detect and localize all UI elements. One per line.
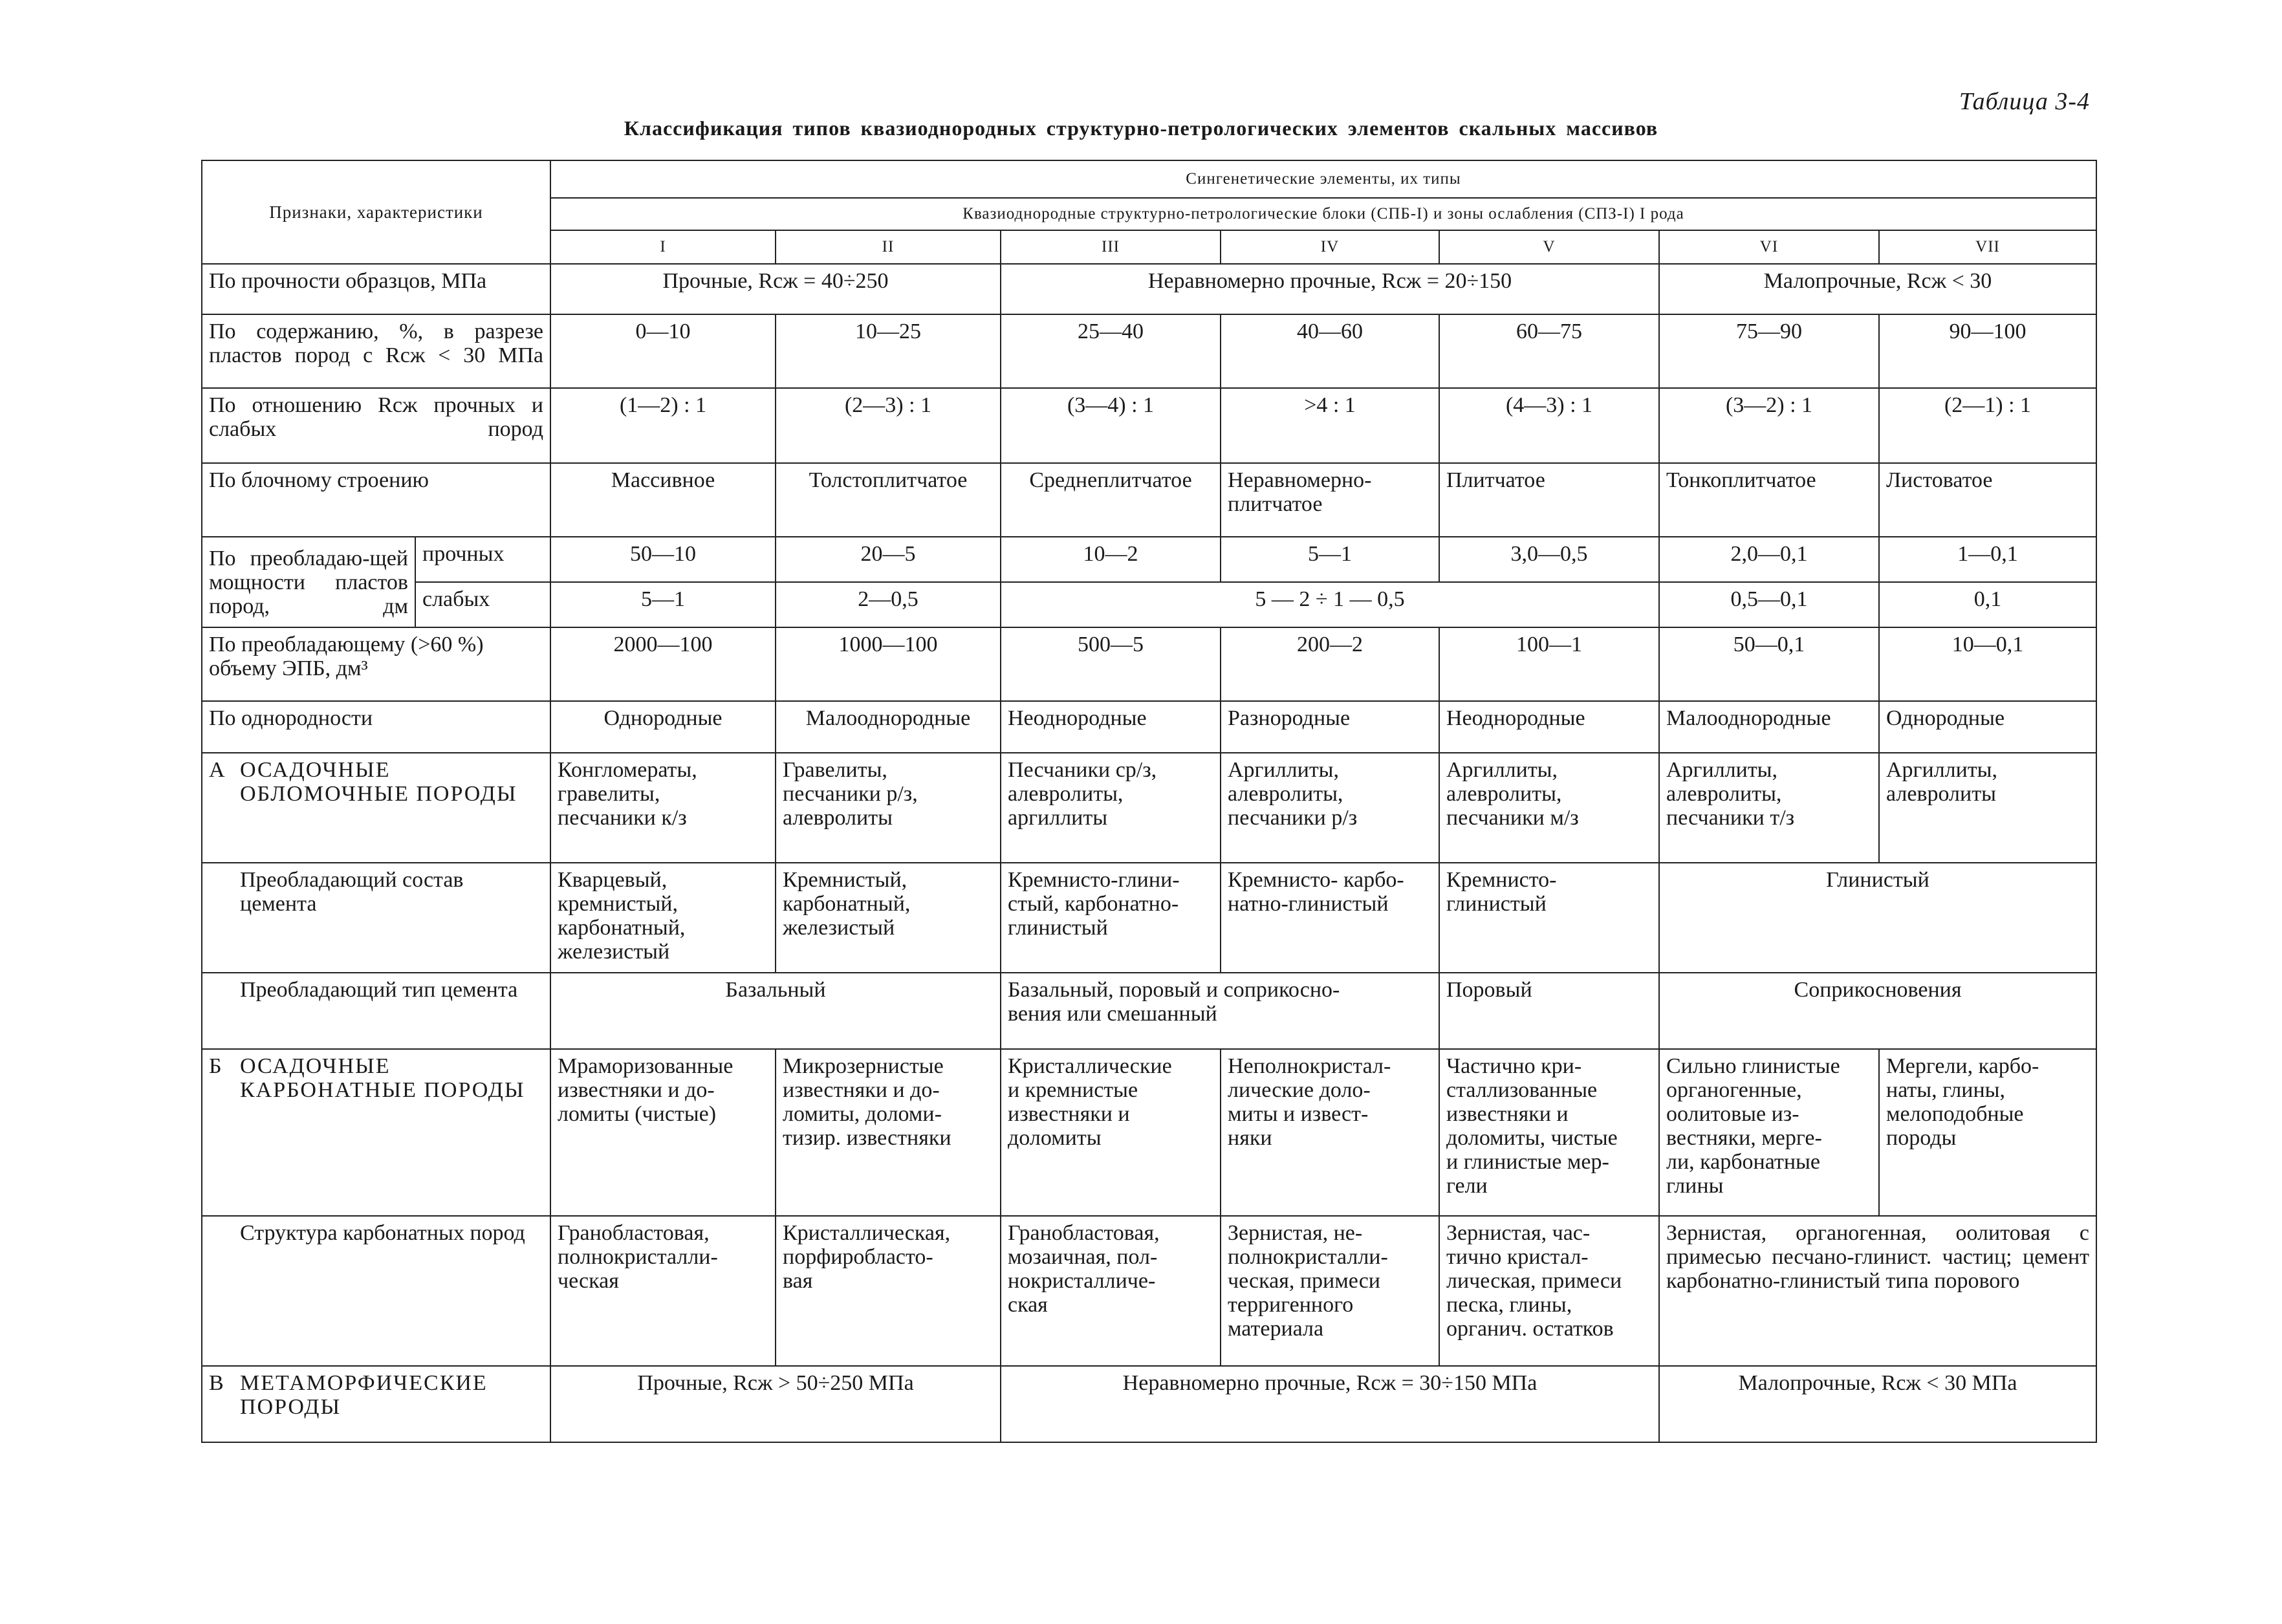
- table-cell: Аргиллиты, алевролиты, песчаники м/з: [1439, 753, 1659, 863]
- header-type-1: I: [550, 230, 776, 264]
- table-cell: (1—2) : 1: [550, 388, 776, 463]
- table-cell: (2—3) : 1: [776, 388, 1001, 463]
- table-cell: Разнородные: [1221, 701, 1439, 753]
- header-group-blocks: Квазиоднородные структурно-петрологические блоки (СПБ-I) и зоны ослабления (СПЗ-I) I рода: [550, 198, 2096, 230]
- table-cell: Малопрочные, Rсж < 30 МПа: [1659, 1366, 2096, 1442]
- table-cell: Частично кри- сталлизованные известняки и доломиты, чистые и глинистые мер- гели: [1439, 1049, 1659, 1216]
- table-cell: Базальный: [550, 973, 1001, 1049]
- table-cell: Прочные, Rсж > 50÷250 МПа: [550, 1366, 1001, 1442]
- table-cell: 2,0—0,1: [1659, 537, 1879, 582]
- table-cell: Зернистая, органогенная, оолитовая с примесью песчано-глинист. частиц; цемент карбонатно-глинистый типа порового: [1659, 1216, 2096, 1366]
- table-row: [202, 627, 2096, 701]
- row-label-thickness: По преобладаю-щей мощности пластов пород, дм: [202, 537, 415, 627]
- table-cell: 10—2: [1001, 537, 1221, 582]
- table-row: [202, 314, 2096, 388]
- table-row: [202, 264, 2096, 314]
- table-cell: Мергели, карбо- наты, глины, мелоподобные породы: [1879, 1049, 2096, 1216]
- table-row: [202, 463, 2096, 537]
- table-cell: Кристаллическая, порфиробласто- вая: [776, 1216, 1001, 1366]
- table-cell: Среднеплитчатое: [1001, 463, 1221, 537]
- row-label-strength: По прочности образцов, МПа: [202, 264, 550, 314]
- classification-table: [201, 160, 2097, 1443]
- table-cell: Гранобластовая, мозаичная, пол- нокристалличе- ская: [1001, 1216, 1221, 1366]
- header-type-7: VII: [1879, 230, 2096, 264]
- header-group-syngenetic: Сингенетические элементы, их типы: [550, 160, 2096, 198]
- section-title: ОСАДОЧНЫЕ КАРБОНАТНЫЕ ПОРОДЫ: [240, 1054, 525, 1102]
- section-letter: А: [209, 758, 225, 782]
- thickness-strong-label: прочных: [415, 537, 550, 582]
- table-cell: 40—60: [1221, 314, 1439, 388]
- table-cell: Песчаники ср/з, алевролиты, аргиллиты: [1001, 753, 1221, 863]
- row-label-volume: По преобладающему (>60 %) объему ЭПБ, дм³: [202, 627, 550, 701]
- table-cell: Соприкосновения: [1659, 973, 2096, 1049]
- table-cell: 1—0,1: [1879, 537, 2096, 582]
- section-letter: Б: [209, 1054, 222, 1078]
- table-cell: Кремнистый, карбонатный, железистый: [776, 863, 1001, 973]
- table-cell: Неравномерно- плитчатое: [1221, 463, 1439, 537]
- table-row: [202, 537, 2096, 582]
- table-cell: Плитчатое: [1439, 463, 1659, 537]
- table-cell: Тонкоплитчатое: [1659, 463, 1879, 537]
- table-cell: Базальный, поровый и соприкосно- вения или смешанный: [1001, 973, 1439, 1049]
- table-cell: 2000—100: [550, 627, 776, 701]
- table-cell: 5 — 2 ÷ 1 — 0,5: [1001, 582, 1659, 627]
- table-cell: Аргиллиты, алевролиты, песчаники р/з: [1221, 753, 1439, 863]
- table-cell: Неоднородные: [1001, 701, 1221, 753]
- table-number: Таблица 3-4: [1959, 88, 2090, 115]
- table-cell: 1000—100: [776, 627, 1001, 701]
- table-cell: Гранобластовая, полнокристалли- ческая: [550, 1216, 776, 1366]
- table-cell: Листоватое: [1879, 463, 2096, 537]
- header-type-2: II: [776, 230, 1001, 264]
- table-cell: (2—1) : 1: [1879, 388, 2096, 463]
- header-type-6: VI: [1659, 230, 1879, 264]
- table-row: [202, 1216, 2096, 1366]
- row-label-cement-type: Преобладающий тип цемента: [202, 973, 550, 1049]
- section-a-label: [202, 753, 550, 863]
- table-row: [202, 701, 2096, 753]
- table-cell: Поровый: [1439, 973, 1659, 1049]
- table-cell: Неоднородные: [1439, 701, 1659, 753]
- table-cell: Кристаллические и кремнистые известняки и доломиты: [1001, 1049, 1221, 1216]
- table-cell: Сильно глинистые органогенные, оолитовые из- вестняки, мерге- ли, карбонатные глины: [1659, 1049, 1879, 1216]
- table-cell: Однородные: [1879, 701, 2096, 753]
- row-header-cell: Признаки, характеристики: [202, 160, 550, 264]
- table-cell: Неполнокристал- лические доло- миты и извест- няки: [1221, 1049, 1439, 1216]
- table-cell: Мраморизованные известняки и до- ломиты (чистые): [550, 1049, 776, 1216]
- table-row: [202, 582, 2096, 627]
- table-cell: 50—10: [550, 537, 776, 582]
- strength-strong: Прочные, Rсж = 40÷250: [550, 264, 1001, 314]
- header-type-5: V: [1439, 230, 1659, 264]
- row-label-carbonate-structure: Структура карбонатных пород: [202, 1216, 550, 1366]
- table-cell: 5—1: [1221, 537, 1439, 582]
- table-cell: Конгломераты, гравелиты, песчаники к/з: [550, 753, 776, 863]
- strength-uneven: Неравномерно прочные, Rсж = 20÷150: [1001, 264, 1659, 314]
- table-cell: Кремнисто- карбо- натно-глинистый: [1221, 863, 1439, 973]
- table-cell: Малооднородные: [1659, 701, 1879, 753]
- table-cell: >4 : 1: [1221, 388, 1439, 463]
- table-cell: Зернистая, час- тично кристал- лическая, примеси песка, глины, органич. остатков: [1439, 1216, 1659, 1366]
- table-row: [202, 753, 2096, 863]
- table-cell: 0—10: [550, 314, 776, 388]
- section-title: ОСАДОЧНЫЕ ОБЛОМОЧНЫЕ ПОРОДЫ: [240, 758, 517, 806]
- table-cell: 5—1: [550, 582, 776, 627]
- table-cell: (3—4) : 1: [1001, 388, 1221, 463]
- table-row: [202, 863, 2096, 973]
- table-cell: 60—75: [1439, 314, 1659, 388]
- row-label-content: По содержанию, %, в разрезе пластов пород с Rсж < 30 МПа: [202, 314, 550, 388]
- table-cell: 0,5—0,1: [1659, 582, 1879, 627]
- table-cell: (3—2) : 1: [1659, 388, 1879, 463]
- section-letter: В: [209, 1371, 224, 1395]
- table-cell: Микрозернистые известняки и до- ломиты, доломи- тизир. известняки: [776, 1049, 1001, 1216]
- table-cell: Аргиллиты, алевролиты: [1879, 753, 2096, 863]
- table-cell: 50—0,1: [1659, 627, 1879, 701]
- table-cell: 2—0,5: [776, 582, 1001, 627]
- table-row: [202, 1049, 2096, 1216]
- table-row: [202, 388, 2096, 463]
- table-title: Классификация типов квазиоднородных структурно-петрологических элементов скальных массивов: [624, 116, 1658, 140]
- table-cell: Толстоплитчатое: [776, 463, 1001, 537]
- table-cell: 500—5: [1001, 627, 1221, 701]
- table-cell: 0,1: [1879, 582, 2096, 627]
- table-cell: Кварцевый, кремнистый, карбонатный, железистый: [550, 863, 776, 973]
- table-cell: Неравномерно прочные, Rсж = 30÷150 МПа: [1001, 1366, 1659, 1442]
- table-cell: (4—3) : 1: [1439, 388, 1659, 463]
- table-row: [202, 973, 2096, 1049]
- row-label-homogeneity: По однородности: [202, 701, 550, 753]
- header-type-3: III: [1001, 230, 1221, 264]
- table-cell: 200—2: [1221, 627, 1439, 701]
- table-cell: Однородные: [550, 701, 776, 753]
- table-cell: 10—0,1: [1879, 627, 2096, 701]
- table-cell: 20—5: [776, 537, 1001, 582]
- table-cell: Массивное: [550, 463, 776, 537]
- table-cell: Кремнисто-глини- стый, карбонатно- глинистый: [1001, 863, 1221, 973]
- row-label-ratio: По отношению Rсж прочных и слабых пород: [202, 388, 550, 463]
- table-cell: 3,0—0,5: [1439, 537, 1659, 582]
- row-label-cement-composition: Преобладающий состав цемента: [202, 863, 550, 973]
- section-title: МЕТАМОРФИЧЕСКИЕ ПОРОДЫ: [240, 1371, 488, 1419]
- thickness-weak-label: слабых: [415, 582, 550, 627]
- table-cell: 100—1: [1439, 627, 1659, 701]
- table-cell: Кремнисто- глинистый: [1439, 863, 1659, 973]
- table-cell: 75—90: [1659, 314, 1879, 388]
- header-type-4: IV: [1221, 230, 1439, 264]
- table-row: [202, 1366, 2096, 1442]
- table-cell: 10—25: [776, 314, 1001, 388]
- table-cell: Зернистая, не- полнокристалли- ческая, примеси терригенного материала: [1221, 1216, 1439, 1366]
- strength-weak: Малопрочные, Rсж < 30: [1659, 264, 2096, 314]
- row-label-block: По блочному строению: [202, 463, 550, 537]
- section-v-label: [202, 1366, 550, 1442]
- table-cell: Аргиллиты, алевролиты, песчаники т/з: [1659, 753, 1879, 863]
- section-b-label: [202, 1049, 550, 1216]
- table-cell: Гравелиты, песчаники р/з, алевролиты: [776, 753, 1001, 863]
- table-cell: Глинистый: [1659, 863, 2096, 973]
- table-cell: 25—40: [1001, 314, 1221, 388]
- table-cell: Малооднородные: [776, 701, 1001, 753]
- table-cell: 90—100: [1879, 314, 2096, 388]
